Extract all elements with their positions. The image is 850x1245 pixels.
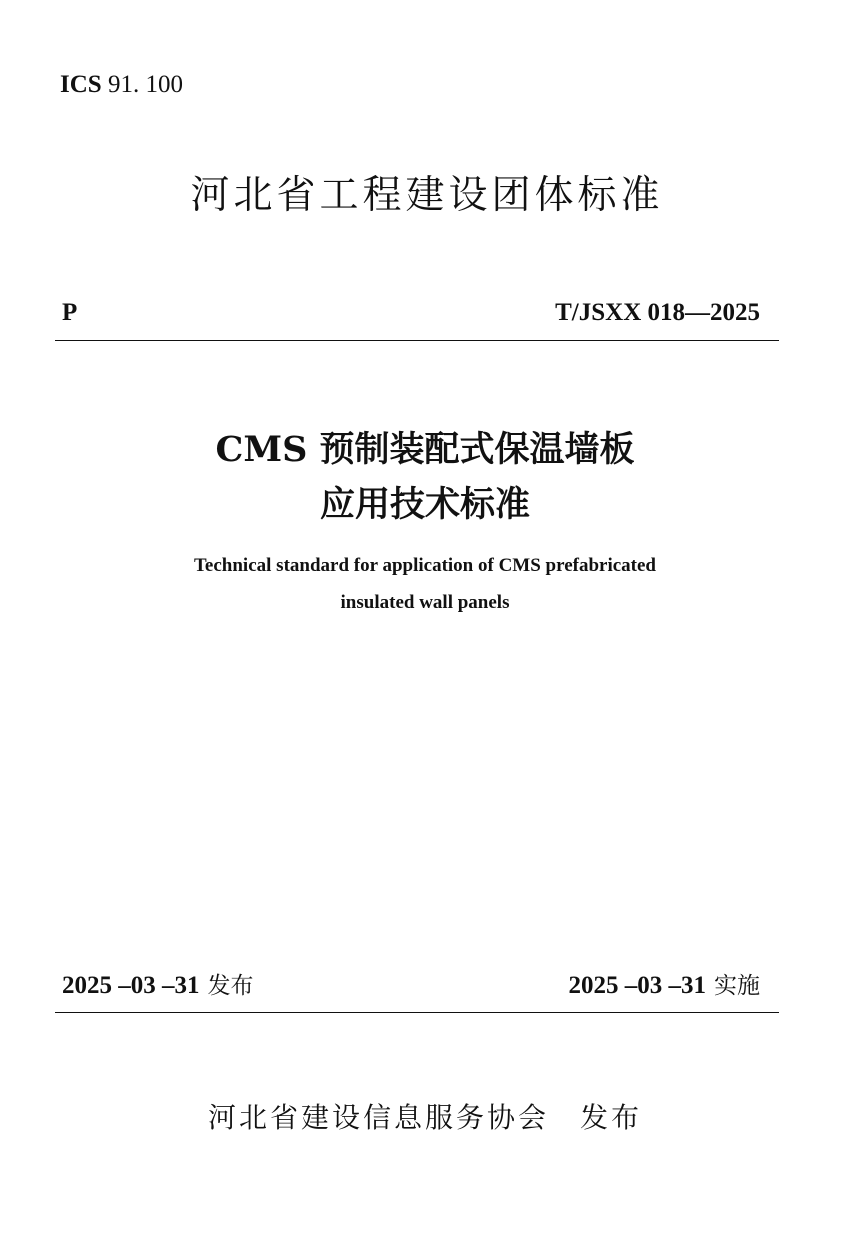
document-title-line1: CMS 预制装配式保温墙板: [215, 429, 635, 470]
classification-letter: P: [62, 299, 78, 326]
header-divider: [55, 340, 779, 341]
ics-code: [60, 72, 183, 97]
effective-date: 2025 –03 –31: [568, 972, 707, 999]
english-title-line2: insulated wall panels: [340, 592, 510, 613]
standard-number: T/JSXX 018—2025: [555, 299, 760, 326]
date-divider: [55, 1012, 779, 1013]
standard-category-heading: 河北省工程建设团体标准: [190, 173, 664, 218]
ics-label: ICS: [60, 71, 102, 98]
english-title-line1: Technical standard for application of CMS prefabricated: [194, 555, 656, 576]
effective-label: 实施: [714, 973, 760, 999]
issue-date-block: [62, 972, 253, 998]
effective-date-block: [569, 972, 760, 998]
ics-number: 91. 100: [107, 71, 183, 98]
publisher-line: 河北省建设信息服务协会 发布: [207, 1101, 642, 1134]
issue-label: 发布: [207, 973, 254, 999]
document-title-line2: 应用技术标准: [319, 484, 530, 525]
classification-row: [62, 300, 760, 325]
issue-date: 2025 –03 –31: [62, 972, 200, 999]
